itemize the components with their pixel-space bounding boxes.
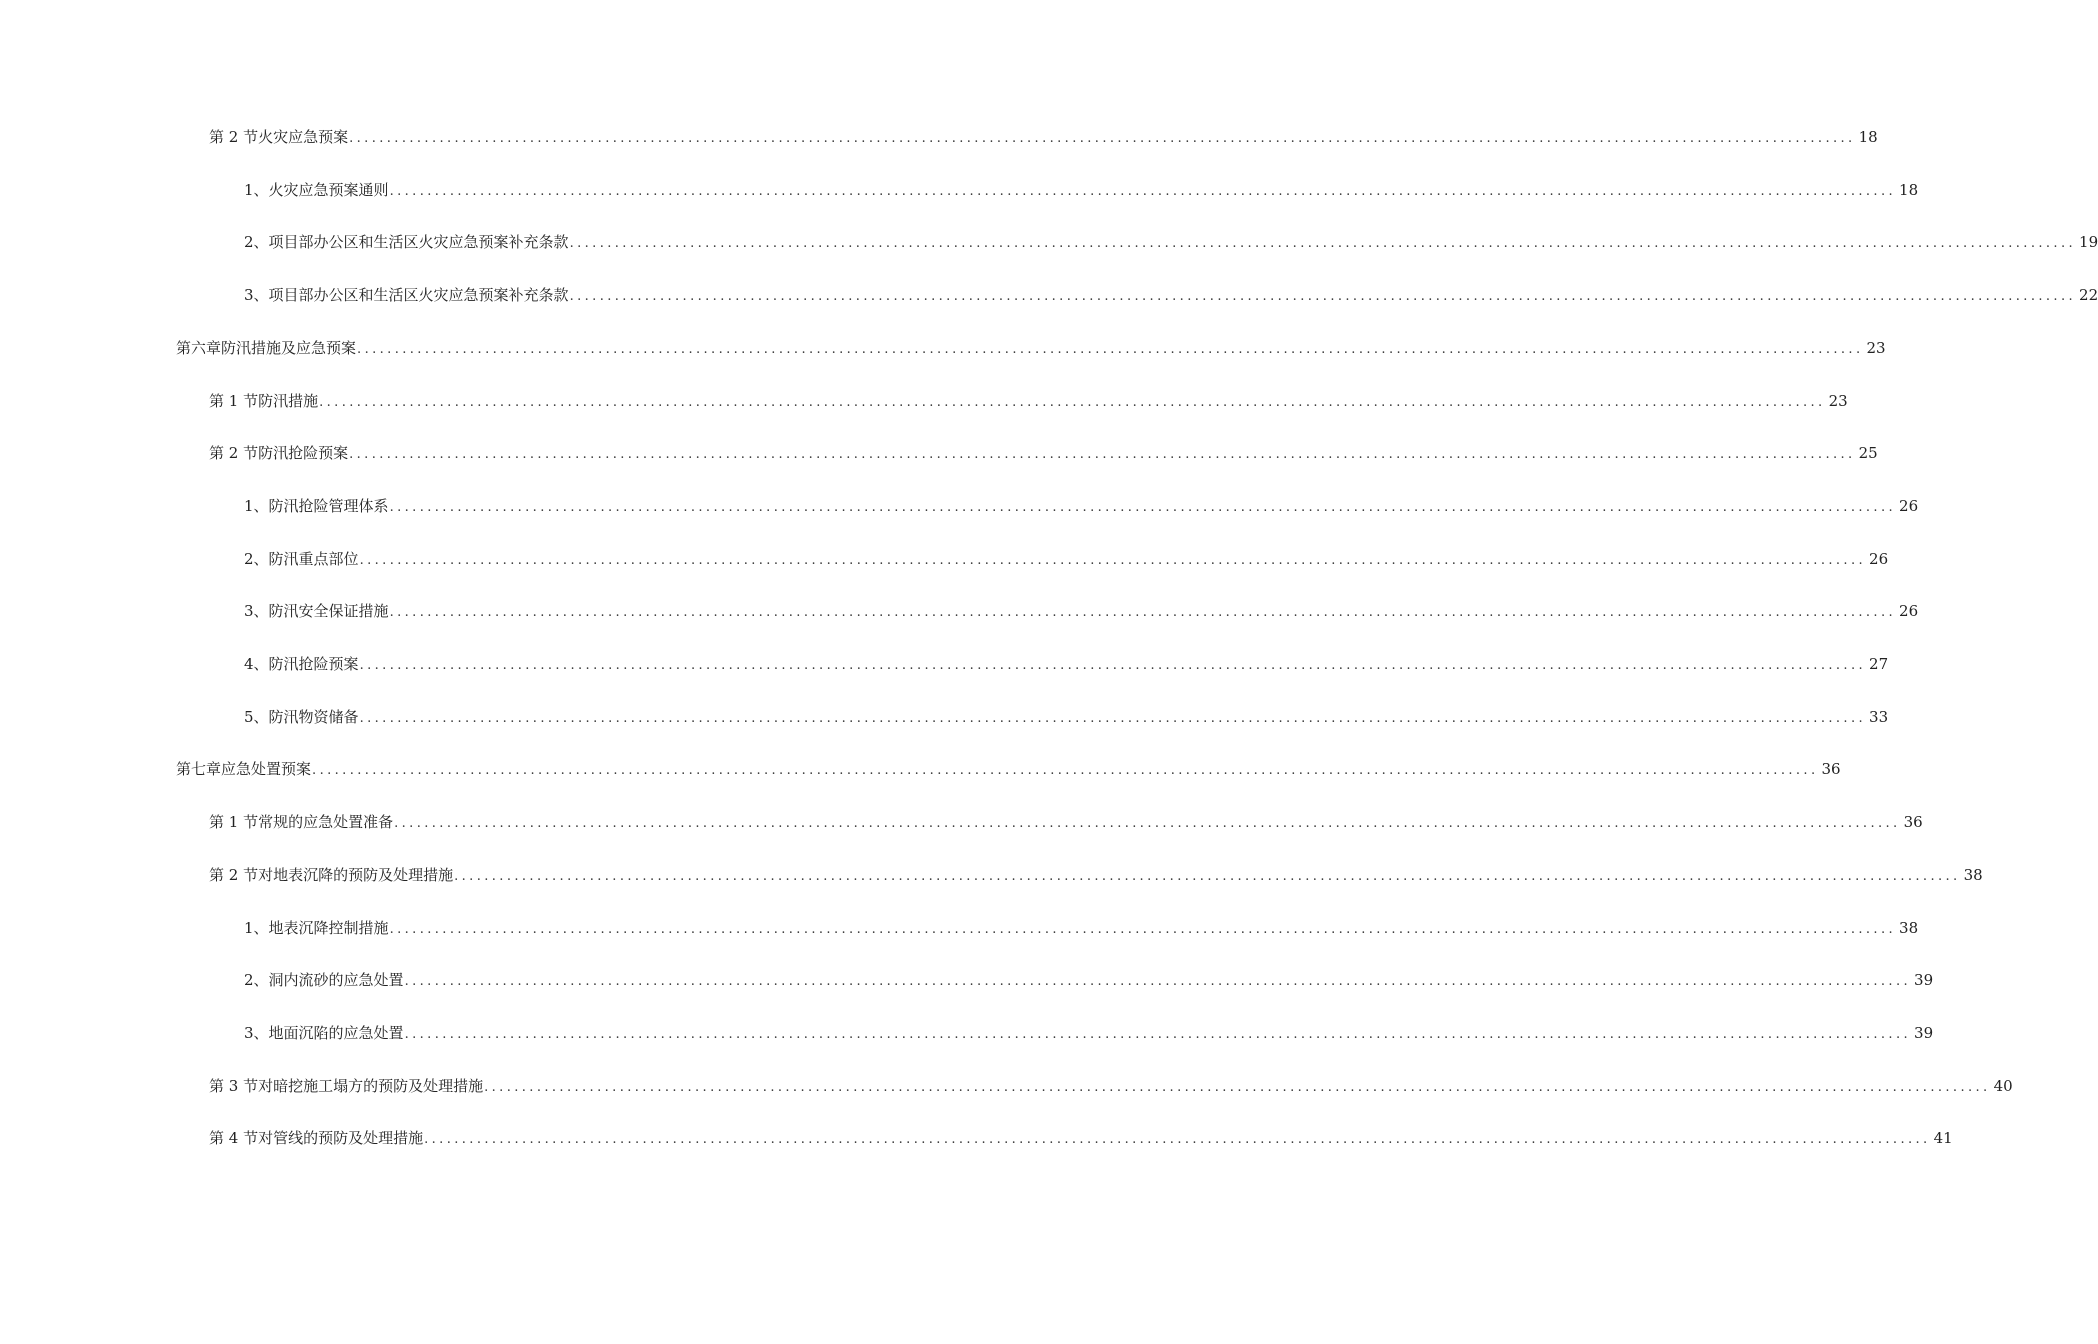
toc-dot-leader: ........................................................................................................................................................................................................: [389, 500, 1897, 515]
toc-entry[interactable]: [244, 651, 1889, 677]
toc-entry-page-number: 23: [1828, 392, 1848, 410]
toc-entry-page-number: 39: [1914, 1024, 1934, 1042]
toc-entry-page-number: 39: [1914, 971, 1934, 989]
toc-entry-number: 第 1 节: [209, 813, 259, 831]
toc-entry-title: 防汛抢险管理体系: [268, 497, 389, 515]
toc-entry[interactable]: [209, 1073, 2013, 1099]
toc-dot-leader: ........................................................................................................................................................................................................: [404, 974, 1912, 989]
toc-entry[interactable]: [209, 440, 1878, 466]
toc-entry-title: 洞内流砂的应急处置: [268, 971, 404, 989]
toc-entry-number: 2、: [244, 971, 269, 989]
toc-dot-leader: ........................................................................................................................................................................................................: [424, 1132, 1931, 1147]
toc-entry-page-number: 33: [1869, 708, 1889, 726]
toc-dot-leader: ........................................................................................................................................................................................................: [349, 447, 1856, 462]
toc-entry-title: 项目部办公区和生活区火灾应急预案补充条款: [268, 286, 569, 304]
toc-entry-number: 1、: [244, 497, 269, 515]
toc-entry-number: 第六章: [176, 339, 222, 357]
toc-entry[interactable]: [209, 809, 1923, 835]
toc-dot-leader: ........................................................................................................................................................................................................: [454, 869, 1961, 884]
toc-entry[interactable]: [244, 598, 1919, 624]
toc-entry-page-number: 41: [1933, 1129, 1953, 1147]
toc-entry-title: 防汛物资储备: [268, 708, 359, 726]
toc-entry-title: 常规的应急处置准备: [258, 813, 394, 831]
toc-entry-number: 第 2 节: [209, 866, 259, 884]
toc-dot-leader: ........................................................................................................................................................................................................: [349, 131, 1856, 146]
toc-entry-title: 防汛措施及应急预案: [221, 339, 357, 357]
toc-entry-number: 2、: [244, 233, 269, 251]
toc-entry[interactable]: [244, 967, 1934, 993]
toc-entry-page-number: 38: [1963, 866, 1983, 884]
toc-entry-number: 3、: [244, 602, 269, 620]
toc-dot-leader: ........................................................................................................................................................................................................: [389, 184, 1897, 199]
toc-entry-title: 应急处置预案: [221, 760, 312, 778]
toc-entry-number: 2、: [244, 550, 269, 568]
toc-dot-leader: ........................................................................................................................................................................................................: [569, 289, 2077, 304]
toc-entry-title: 对管线的预防及处理措施: [258, 1129, 424, 1147]
toc-entry-page-number: 26: [1869, 550, 1889, 568]
toc-dot-leader: ........................................................................................................................................................................................................: [404, 1027, 1912, 1042]
toc-dot-leader: ........................................................................................................................................................................................................: [319, 395, 1826, 410]
toc-dot-leader: ........................................................................................................................................................................................................: [359, 553, 1867, 568]
toc-entry-page-number: 40: [1993, 1077, 2013, 1095]
toc-entry[interactable]: [209, 124, 1878, 150]
toc-entry[interactable]: [209, 862, 1983, 888]
toc-entry-page-number: 26: [1899, 602, 1919, 620]
toc-entry-page-number: 18: [1858, 128, 1878, 146]
toc-entry[interactable]: [244, 546, 1889, 572]
toc-entry-title: 防汛抢险预案: [258, 444, 349, 462]
toc-entry-number: 3、: [244, 286, 269, 304]
toc-entry[interactable]: [244, 493, 1919, 519]
toc-entry[interactable]: [176, 756, 1841, 782]
toc-entry[interactable]: [209, 388, 1848, 414]
toc-entry-title: 火灾应急预案通则: [268, 181, 389, 199]
toc-entry-number: 第 1 节: [209, 392, 259, 410]
toc-entry-title: 地面沉陷的应急处置: [268, 1024, 404, 1042]
toc-entry-title: 项目部办公区和生活区火灾应急预案补充条款: [268, 233, 569, 251]
toc-entry[interactable]: [244, 282, 2098, 308]
toc-entry[interactable]: [209, 1125, 1953, 1151]
toc-dot-leader: ........................................................................................................................................................................................................: [394, 816, 1901, 831]
toc-entry-title: 防汛措施: [258, 392, 319, 410]
toc-entry-number: 第 3 节: [209, 1077, 259, 1095]
toc-entry-page-number: 27: [1869, 655, 1889, 673]
toc-entry-number: 第 2 节: [209, 444, 259, 462]
toc-entry-page-number: 36: [1903, 813, 1923, 831]
toc-entry-number: 3、: [244, 1024, 269, 1042]
toc-entry-number: 第七章: [176, 760, 222, 778]
toc-dot-leader: ........................................................................................................................................................................................................: [359, 658, 1867, 673]
toc-entry-page-number: 18: [1899, 181, 1919, 199]
toc-dot-leader: ........................................................................................................................................................................................................: [357, 342, 1864, 357]
toc-entry-page-number: 36: [1821, 760, 1841, 778]
toc-entry-number: 1、: [244, 181, 269, 199]
toc-entry-number: 1、: [244, 919, 269, 937]
toc-entry-title: 地表沉降控制措施: [268, 919, 389, 937]
toc-entry-page-number: 25: [1858, 444, 1878, 462]
toc-entry[interactable]: [244, 915, 1919, 941]
toc-entry-page-number: 23: [1866, 339, 1886, 357]
toc-entry-page-number: 22: [2079, 286, 2098, 304]
toc-entry[interactable]: [244, 1020, 1934, 1046]
toc-entry-title: 对地表沉降的预防及处理措施: [258, 866, 454, 884]
toc-dot-leader: ........................................................................................................................................................................................................: [312, 763, 1819, 778]
toc-dot-leader: ........................................................................................................................................................................................................: [359, 711, 1867, 726]
toc-dot-leader: ........................................................................................................................................................................................................: [389, 605, 1897, 620]
toc-dot-leader: ........................................................................................................................................................................................................: [569, 236, 2077, 251]
toc-entry-title: 防汛安全保证措施: [268, 602, 389, 620]
toc-dot-leader: ........................................................................................................................................................................................................: [484, 1080, 1991, 1095]
toc-entry-title: 对暗挖施工塌方的预防及处理措施: [258, 1077, 484, 1095]
toc-entry-page-number: 19: [2079, 233, 2098, 251]
toc-entry[interactable]: [244, 229, 2098, 255]
toc-entry-title: 防汛重点部位: [268, 550, 359, 568]
toc-entry-number: 5、: [244, 708, 269, 726]
toc-entry[interactable]: [244, 704, 1889, 730]
toc-entry-page-number: 38: [1899, 919, 1919, 937]
toc-entry-title: 火灾应急预案: [258, 128, 349, 146]
toc-entry-number: 第 2 节: [209, 128, 259, 146]
toc-entry[interactable]: [244, 177, 1919, 203]
toc-entry-number: 4、: [244, 655, 269, 673]
toc-entry-title: 防汛抢险预案: [268, 655, 359, 673]
toc-entry-number: 第 4 节: [209, 1129, 259, 1147]
toc-entry-page-number: 26: [1899, 497, 1919, 515]
toc-dot-leader: ........................................................................................................................................................................................................: [389, 922, 1897, 937]
toc-entry[interactable]: [176, 335, 1886, 361]
